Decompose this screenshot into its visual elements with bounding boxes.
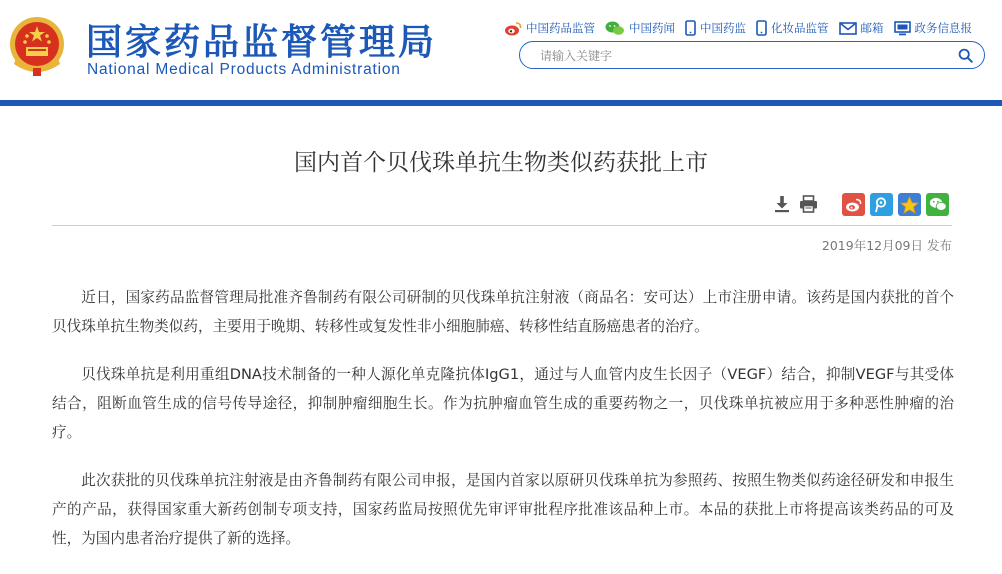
- link-weibo-nmpa[interactable]: [504, 20, 595, 36]
- share-qzone-button[interactable]: [898, 193, 921, 216]
- article-tools: [772, 194, 824, 214]
- share-wechat-button[interactable]: [926, 193, 949, 216]
- mobile-icon: [756, 20, 767, 36]
- weibo-icon: [504, 21, 522, 36]
- link-label: 化妆品监管: [771, 21, 829, 35]
- site-header: [0, 0, 1002, 100]
- link-label: 邮箱: [860, 21, 884, 35]
- site-logo-cn[interactable]: 国家药品监督管理局: [86, 22, 438, 63]
- wechat-icon: [605, 21, 625, 36]
- search-icon: [958, 48, 973, 63]
- weibo-share-icon: [845, 198, 862, 212]
- link-gov-info[interactable]: [894, 20, 973, 36]
- mail-icon: [839, 22, 857, 35]
- share-tencent-weibo-button[interactable]: [870, 193, 893, 216]
- article-paragraph: 近日，国家药品监督管理局批准齐鲁制药有限公司研制的贝伐珠单抗注射液（商品名：安可达）上市注册申请。该药是国内获批的首个贝伐珠单抗生物类似药，主要用于晚期、转移性或复发性非小细胞肺癌、转移性结直肠癌患者的治疗。: [52, 289, 954, 335]
- print-icon: [799, 195, 818, 213]
- publish-date: 2019年12月09日 发布: [821, 238, 952, 253]
- share-bar: [842, 193, 949, 216]
- site-logo-en[interactable]: National Medical Products Administration: [87, 61, 401, 78]
- link-label: 中国药品监管: [526, 21, 595, 35]
- link-label: 中国药闻: [629, 21, 675, 35]
- download-button[interactable]: [772, 194, 792, 214]
- mobile-icon: [685, 20, 696, 36]
- search-box: [519, 41, 985, 69]
- header-divider-bar: [0, 100, 1002, 106]
- print-button[interactable]: [798, 194, 818, 214]
- article-paragraph: 此次获批的贝伐珠单抗注射液是由齐鲁制药有限公司申报，是国内首家以原研贝伐珠单抗为参照药、按照生物类似药途径研发和申报生产的产品，获得国家重大新药创制专项支持，国家药监局按照优先审评审批程序批准该品种上市。本品的获批上市将提高该类药品的可及性，为国内患者治疗提供了新的选择。: [52, 472, 954, 547]
- monitor-icon: [894, 21, 911, 36]
- link-label: 政务信息报: [914, 21, 972, 35]
- wechat-share-icon: [929, 197, 947, 212]
- title-divider: [52, 225, 952, 226]
- national-emblem-icon: [8, 14, 66, 78]
- link-mailbox[interactable]: [839, 20, 884, 36]
- link-mobile-nmpa[interactable]: [685, 20, 746, 36]
- article-paragraph: 贝伐珠单抗是利用重组DNA技术制备的一种人源化单克隆抗体IgG1，通过与人血管内皮生长因子（VEGF）结合，抑制VEGF与其受体结合，阻断血管生成的信号传导途径，抑制肿瘤细胞生长。作为抗肿瘤血管生成的重要药物之一，贝伐珠单抗被应用于多种恶性肿瘤的治疗。: [52, 366, 954, 441]
- link-wechat-news[interactable]: [605, 20, 675, 36]
- top-links: [504, 18, 972, 38]
- tencent-weibo-share-icon: [873, 196, 890, 213]
- article-body: [52, 283, 954, 572]
- link-label: 中国药监: [700, 21, 746, 35]
- download-icon: [773, 195, 791, 213]
- link-mobile-cosmetics[interactable]: [756, 20, 829, 36]
- search-button[interactable]: [954, 45, 976, 65]
- article-title: 国内首个贝伐珠单抗生物类似药获批上市: [294, 150, 708, 176]
- share-weibo-button[interactable]: [842, 193, 865, 216]
- qzone-share-icon: [900, 196, 919, 214]
- search-input[interactable]: [538, 45, 942, 67]
